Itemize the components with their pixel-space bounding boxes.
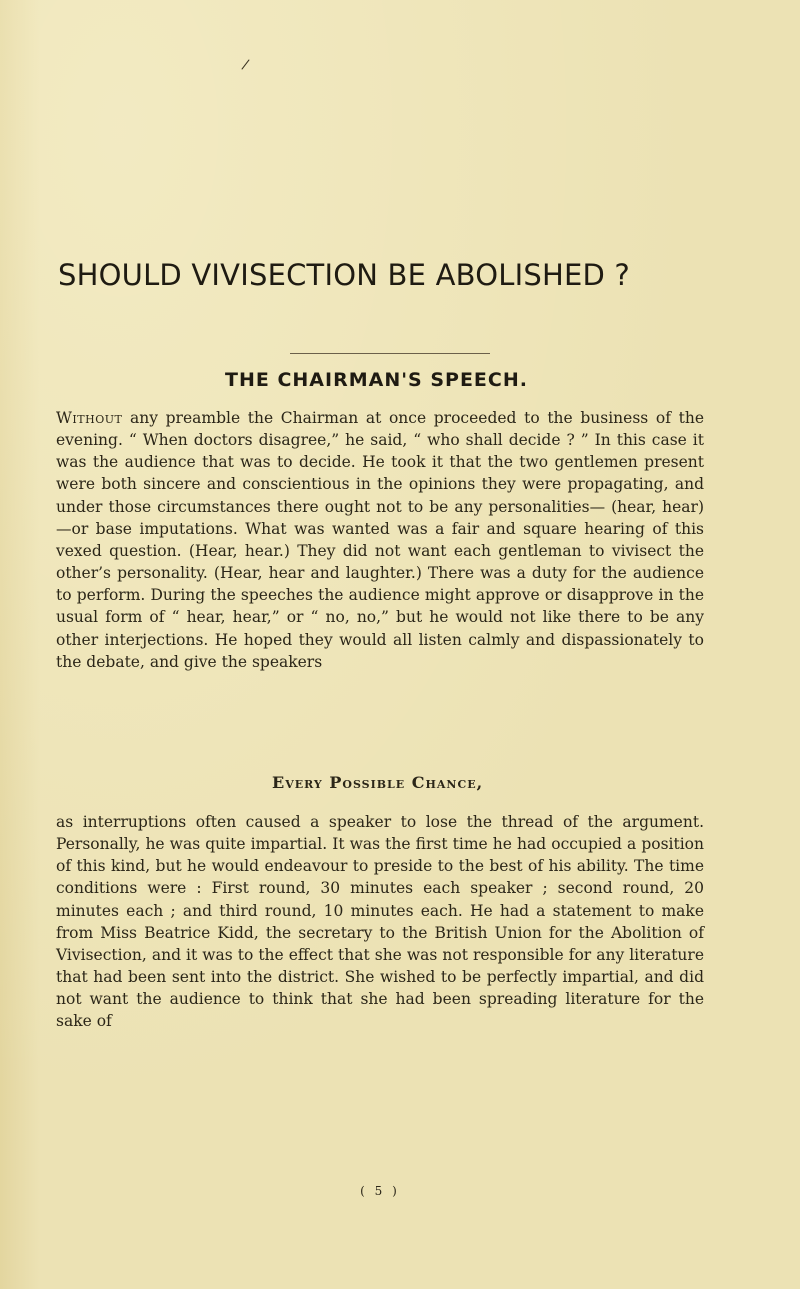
title-divider	[290, 353, 490, 354]
paragraph-1-text: any preamble the Chairman at once proceeded to the business of the evening. “ When doctors disagree,” he said, “ who shall decide ? ” In this case it was the audience that was to decide. He took it that the two gentlemen present were both sincere and conscientious in the opinions they were propagating, and under those circumstances there ought not to be any personalities— (hear, hear)—or base imputations. What was wanted was a fair and square hearing of this vexed question. (Hear, hear.) They did not want each gentleman to vivisect the other’s personality. (Hear, hear and laughter.) There was a duty for the audience to perform. During the speeches the audience might approve or disapprove in the usual form of “ hear, hear,” or “ no, no,” but he would not like there to be any other interjections. He hoped they would all listen calmly and dispassionately to the debate, and give the speakers	[56, 409, 704, 671]
section-heading: Every Possible Chance,	[272, 773, 484, 792]
page-number: ( 5 )	[360, 1184, 400, 1198]
printing-mark: /	[240, 56, 251, 74]
section-subtitle: THE CHAIRMAN'S SPEECH.	[225, 369, 528, 391]
body-paragraph-2: as interruptions often caused a speaker to lose the thread of the argument. Personally, he was quite impartial. It was the first time he had occupied a position of this kind, but he would endeavour to preside to the best of his ability. The time conditions were : First round, 30 minutes each speaker ; second round, 20 minutes each ; and third round, 10 minutes each. He had a statement to make from Miss Beatrice Kidd, the secretary to the British Union for the Abolition of Vivisection, and it was to the effect that she was not responsible for any literature that had been sent into the district. She wished to be perfectly impartial, and did not want the audience to think that she had been spreading literature for the sake of	[56, 813, 704, 1031]
page-title: SHOULD VIVISECTION BE ABOLISHED ?	[58, 258, 631, 292]
body-paragraph-1	[56, 407, 704, 673]
paragraph-lead-word: Without	[56, 409, 123, 427]
